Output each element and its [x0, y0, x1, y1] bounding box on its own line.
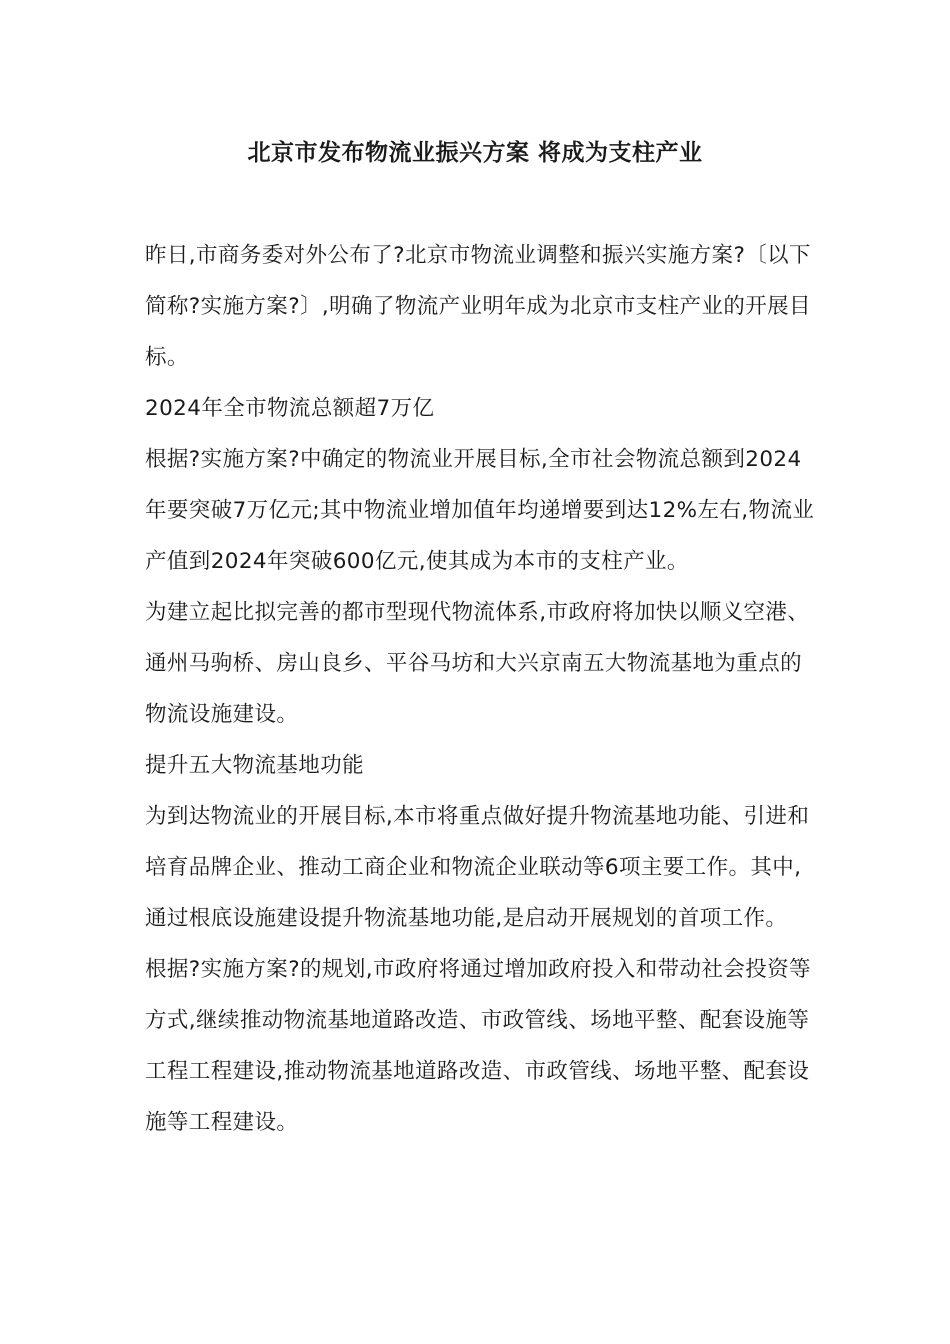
document-body [145, 230, 820, 1148]
planning-paragraph: 根据?实施方案?的规划,市政府将通过增加政府投入和带动社会投资等方式,继续推动物流基地道路改造、市政管线、场地平整、配套设施等工程工程建设,推动物流基地道路改造、市政管线、场地平整、配套设施等工程建设。 [145, 957, 811, 1135]
logistics-bases-paragraph: 为建立起比拟完善的都市型现代物流体系,市政府将加快以顺义空港、通州马驹桥、房山良乡、平谷马坊和大兴京南五大物流基地为重点的物流设施建设。 [145, 600, 810, 727]
goals-paragraph: 根据?实施方案?中确定的物流业开展目标,全市社会物流总额到2024年要突破7万亿元;其中物流业增加值年均递增要到达12%左右,物流业产值到2024年突破600亿元,使其成为本市的支柱产业。 [145, 447, 815, 574]
key-tasks-paragraph: 为到达物流业的开展目标,本市将重点做好提升物流基地功能、引进和培育品牌企业、推动工商企业和物流企业联动等6项主要工作。其中,通过根底设施建设提升物流基地功能,是启动开展规划的首项工作。 [145, 804, 810, 931]
intro-paragraph: 昨日,市商务委对外公布了?北京市物流业调整和振兴实施方案?〔以下简称?实施方案?〕,明确了物流产业明年成为北京市支柱产业的开展目标。 [145, 243, 811, 370]
document-title: 北京市发布物流业振兴方案 将成为支柱产业 [247, 140, 703, 166]
section-heading-logistics-total: 2024年全市物流总额超7万亿 [145, 396, 435, 421]
section-heading-base-functions: 提升五大物流基地功能 [145, 753, 365, 778]
